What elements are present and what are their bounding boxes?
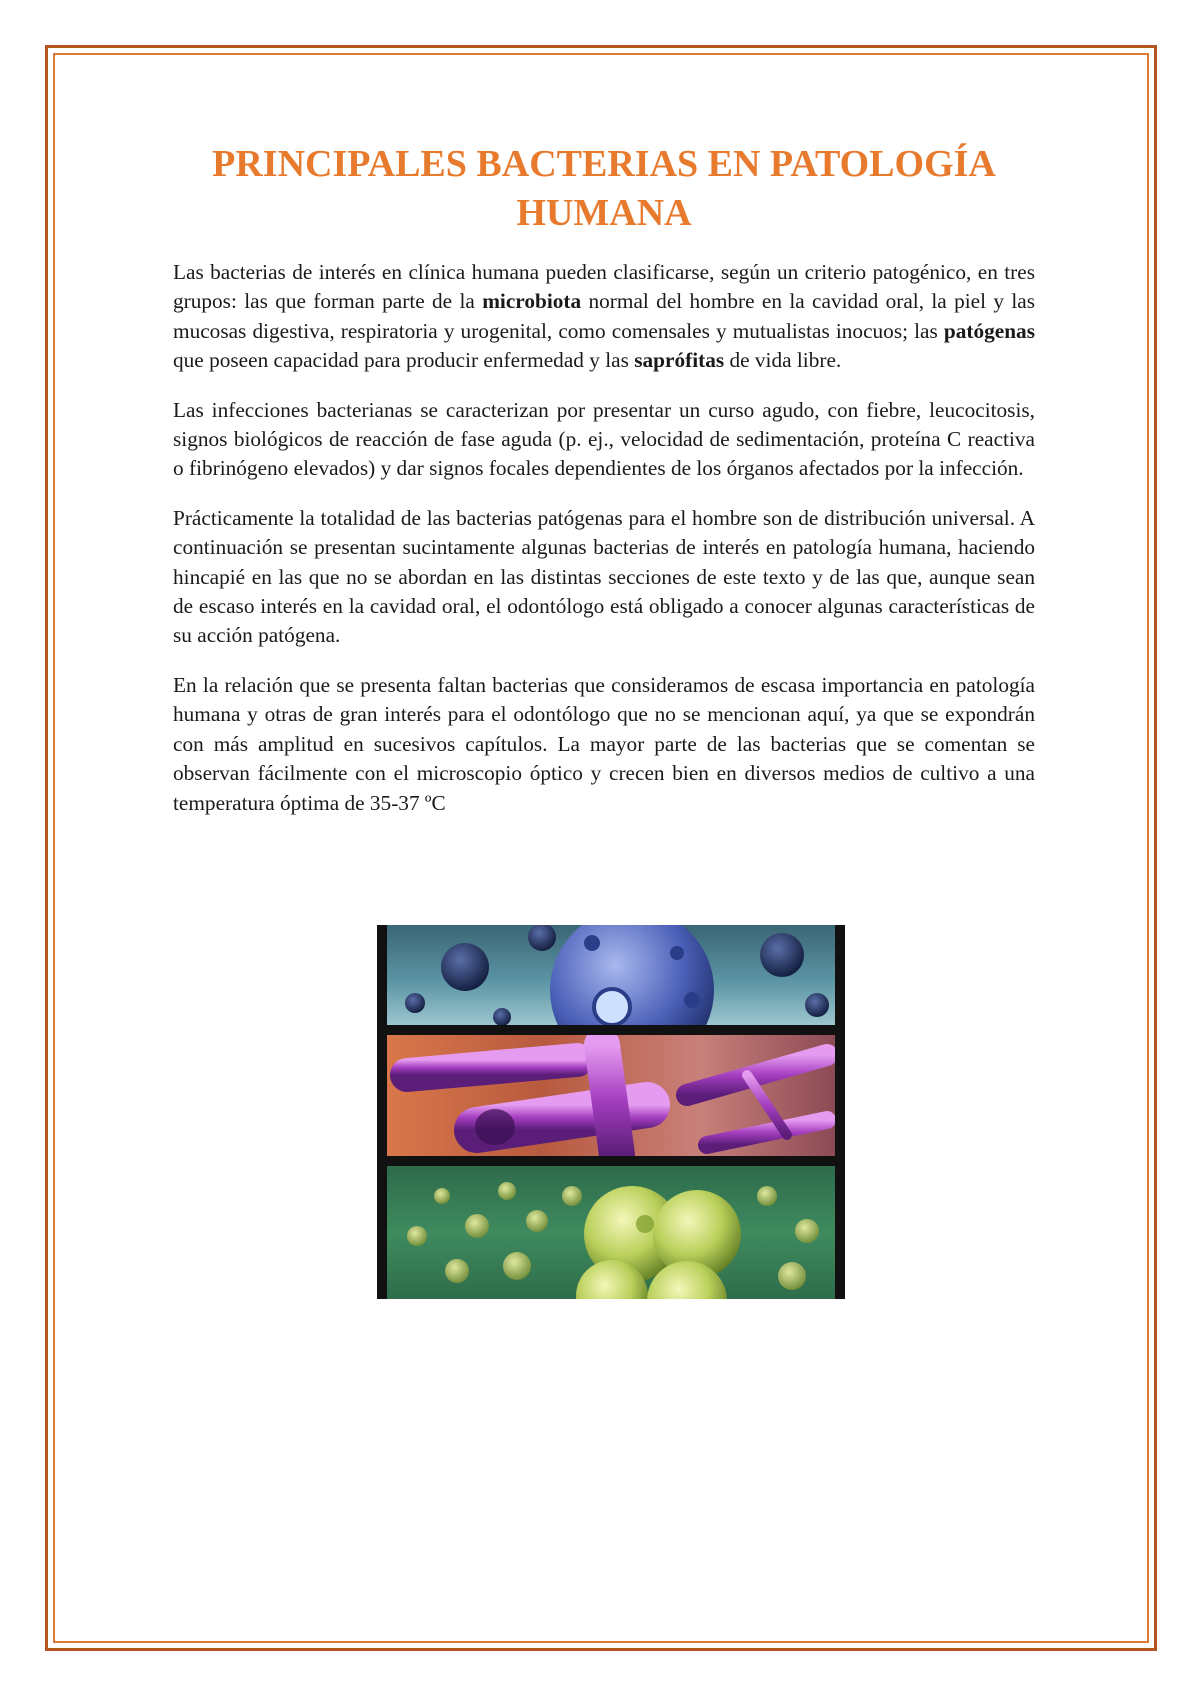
image-panel-purple-rods (387, 1035, 835, 1156)
term-saprofitas: saprófitas (634, 348, 725, 373)
paragraph-3: Prácticamente la totalidad de las bacterias patógenas para el hombre son de distribución universal. A continuación se presentan sucintamente algunas bacterias de interés en patología humana, haciendo hincapié en las que no se abordan en las distintas secciones de este texto y de las que, aunque sean de escaso interés en la cavidad oral, el odontólogo está obligado a conocer algunas características de su acción patógena. (173, 505, 1035, 648)
bacteria-image-collage (377, 925, 845, 1299)
purple-rods-illustration (387, 1035, 835, 1156)
paragraph-2: Las infecciones bacterianas se caracterizan por presentar un curso agudo, con fiebre, leucocitosis, signos biológicos de reacción de fase aguda (p. ej., velocidad de sedimentación, proteína C reactiva o fibrinógeno elevados) y dar signos focales dependientes de los órganos afectados por la infección. (173, 397, 1035, 481)
image-panel-blue-cells (387, 925, 835, 1025)
term-microbiota: microbiota (482, 289, 582, 314)
green-cocci-illustration (387, 1166, 835, 1299)
page-title: PRINCIPALES BACTERIAS EN PATOLOGÍA HUMANA (212, 143, 996, 234)
paragraph-4: En la relación que se presenta faltan bacterias que consideramos de escasa importancia en patología humana y otras de gran interés para el odontólogo que no se mencionan aquí, ya que se expondrán con más amplitud en sucesivos capítulos. La mayor parte de las bacterias que se comentan se observan fácilmente con el microscopio óptico y crecen bien en diversos medios de cultivo a una temperatura óptima de 35-37 ºC (173, 672, 1035, 815)
blue-cells-illustration (387, 925, 835, 1025)
image-panel-green-cocci (387, 1166, 835, 1299)
document-body (173, 140, 1035, 818)
term-patogenas: patógenas (943, 318, 1035, 343)
paragraph-1: Las bacterias de interés en clínica humana pueden clasificarse, según un criterio patogénico, en tres grupos: las que forman parte de la microbiota normal del hombre en la cavidad oral, la piel y las mucosas digestiva, respiratoria y urogenital, como comensales y mutualistas inocuos; las patógenas que poseen capacidad para producir enfermedad y las saprófitas de vida libre. (173, 260, 1035, 373)
